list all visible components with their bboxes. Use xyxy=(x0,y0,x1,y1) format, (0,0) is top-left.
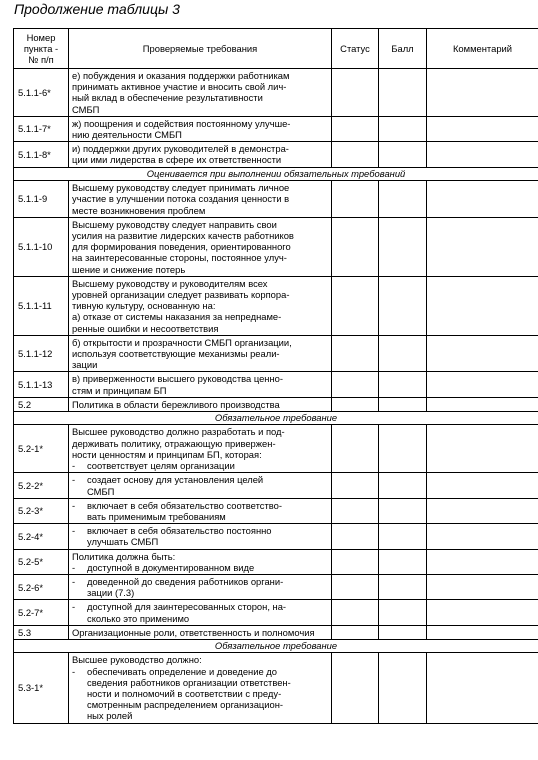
table-row xyxy=(14,498,538,523)
score-cell xyxy=(379,653,427,723)
item-number: 5.1.1-8* xyxy=(14,142,69,167)
table-row xyxy=(14,372,538,397)
requirement-line: тивную культуру, основанную на: xyxy=(72,300,216,312)
subheading-row xyxy=(14,411,538,425)
item-number: 5.3-1* xyxy=(14,653,69,723)
section-number: 5.2 xyxy=(14,397,69,411)
subheading-text: Обязательное требование xyxy=(14,639,538,653)
item-number: 5.1.1-12 xyxy=(14,335,69,372)
requirement-line: доведенной до сведения работников органи- xyxy=(87,575,284,587)
requirement-line: включает в себя обязательство постоянно xyxy=(87,525,272,537)
requirement-line: Высшему руководству следует принимать личное xyxy=(72,182,290,194)
comment-cell xyxy=(427,181,538,218)
requirement-text xyxy=(69,276,332,335)
header-requirements: Проверяемые требования xyxy=(69,29,332,69)
requirements-table xyxy=(13,28,538,724)
score-cell xyxy=(379,473,427,498)
status-cell xyxy=(332,425,379,473)
item-number: 5.1.1-10 xyxy=(14,217,69,276)
comment-cell xyxy=(427,473,538,498)
bullet-text xyxy=(87,666,328,722)
score-cell xyxy=(379,69,427,117)
requirement-text xyxy=(69,498,332,523)
requirement-line: участие в улучшении потока создания ценности в xyxy=(72,193,290,205)
bullet-item xyxy=(72,525,328,547)
section-title: Организационные роли, ответственность и полномочия xyxy=(69,625,332,639)
score-cell xyxy=(379,574,427,599)
score-cell xyxy=(379,600,427,625)
score-cell xyxy=(379,217,427,276)
requirement-line: б) открытости и прозрачности СМБП организации, xyxy=(72,336,292,348)
bullet-marker: - xyxy=(72,601,76,613)
table-row xyxy=(14,425,538,473)
requirement-line: усилия на развитие лидерских качеств работников xyxy=(72,229,294,241)
bullet-text xyxy=(87,576,328,598)
requirement-line: зации xyxy=(72,359,98,371)
item-number: 5.1.1-6* xyxy=(14,69,69,117)
table-row xyxy=(14,574,538,599)
status-cell xyxy=(332,116,379,141)
requirement-line: доступной в документированном виде xyxy=(87,561,255,573)
requirement-text xyxy=(69,600,332,625)
requirement-text xyxy=(69,142,332,167)
subheading-text: Оценивается при выполнении обязательных требований xyxy=(14,167,538,181)
requirement-line: сколько это применимо xyxy=(87,612,190,624)
header-number xyxy=(14,29,69,69)
comment-cell xyxy=(427,425,538,473)
header-number-line: Номер xyxy=(26,31,56,43)
comment-cell xyxy=(427,625,538,639)
bullet-item xyxy=(72,562,328,573)
requirement-line: для формирования поведения, ориентированного xyxy=(72,241,291,253)
bullet-text xyxy=(87,601,328,623)
requirement-line: СМБП xyxy=(87,485,115,497)
comment-cell xyxy=(427,116,538,141)
requirement-line: доступной для заинтересованных сторон, на- xyxy=(87,601,287,613)
item-number: 5.1.1-13 xyxy=(14,372,69,397)
item-number: 5.2-1* xyxy=(14,425,69,473)
requirement-line: включает в себя обязательство соответство- xyxy=(87,499,282,511)
bullet-text xyxy=(87,474,328,496)
section-row xyxy=(14,397,538,411)
section-title: Политика в области бережливого производства xyxy=(69,397,332,411)
requirement-line: обеспечивать определение и доведение до xyxy=(87,665,277,677)
requirement-text xyxy=(69,653,332,723)
score-cell xyxy=(379,181,427,218)
header-number-line: № п/п xyxy=(28,54,54,66)
bullet-marker: - xyxy=(72,575,76,587)
bullet-text xyxy=(87,460,328,471)
score-cell xyxy=(379,372,427,397)
score-cell xyxy=(379,276,427,335)
score-cell xyxy=(379,625,427,639)
table-row xyxy=(14,549,538,574)
requirement-line: держивать политику, отражающую привержен- xyxy=(72,437,276,449)
requirement-line: ции ими лидерства в сфере их ответственности xyxy=(72,154,282,166)
requirement-text xyxy=(69,335,332,372)
requirement-line: Политика должна быть: xyxy=(72,550,176,562)
section-row xyxy=(14,625,538,639)
requirement-line: ных ролей xyxy=(87,710,133,722)
comment-cell xyxy=(427,217,538,276)
requirement-line: месте возникновения проблем xyxy=(72,204,206,216)
requirement-line: Высшее руководство должно: xyxy=(72,654,202,666)
table-row xyxy=(14,116,538,141)
score-cell xyxy=(379,335,427,372)
score-cell xyxy=(379,142,427,167)
status-cell xyxy=(332,181,379,218)
requirement-line: ный вклад в обеспечение результативности xyxy=(72,92,263,104)
comment-cell xyxy=(427,549,538,574)
status-cell xyxy=(332,397,379,411)
table-body xyxy=(14,69,538,724)
subheading-row xyxy=(14,167,538,181)
requirement-line: улучшать СМБП xyxy=(87,536,159,548)
status-cell xyxy=(332,69,379,117)
score-cell xyxy=(379,498,427,523)
comment-cell xyxy=(427,653,538,723)
requirement-line: используя соответствующие механизмы реали- xyxy=(72,347,280,359)
requirement-text xyxy=(69,473,332,498)
status-cell xyxy=(332,217,379,276)
item-number: 5.1.1-11 xyxy=(14,276,69,335)
bullet-item xyxy=(72,474,328,496)
requirement-text xyxy=(69,549,332,574)
table-row xyxy=(14,69,538,117)
table-row xyxy=(14,335,538,372)
status-cell xyxy=(332,473,379,498)
item-number: 5.2-4* xyxy=(14,524,69,549)
bullet-marker: - xyxy=(72,474,76,486)
score-cell xyxy=(379,116,427,141)
bullet-item xyxy=(72,460,328,471)
bullet-text xyxy=(87,500,328,522)
bullet-marker: - xyxy=(72,499,76,511)
score-cell xyxy=(379,425,427,473)
requirement-text xyxy=(69,69,332,117)
status-cell xyxy=(332,372,379,397)
item-number: 5.2-2* xyxy=(14,473,69,498)
requirement-line: уровней организации следует развивать корпора- xyxy=(72,288,290,300)
item-number: 5.2-3* xyxy=(14,498,69,523)
requirement-text xyxy=(69,425,332,473)
requirement-line: а) отказе от системы наказания за непреднаме- xyxy=(72,311,282,323)
comment-cell xyxy=(427,574,538,599)
bullet-marker: - xyxy=(72,561,76,573)
requirement-line: Высшее руководство должно разработать и под- xyxy=(72,426,285,438)
bullet-marker: - xyxy=(72,525,76,537)
table-row xyxy=(14,181,538,218)
bullet-item xyxy=(72,576,328,598)
table-row xyxy=(14,217,538,276)
item-number: 5.1.1-7* xyxy=(14,116,69,141)
comment-cell xyxy=(427,372,538,397)
status-cell xyxy=(332,549,379,574)
header-score: Балл xyxy=(379,29,427,69)
requirement-line: смотренным распределением организацион- xyxy=(87,699,284,711)
requirement-text xyxy=(69,524,332,549)
requirement-text xyxy=(69,217,332,276)
section-number: 5.3 xyxy=(14,625,69,639)
requirement-line: СМБП xyxy=(72,103,100,115)
requirement-text xyxy=(69,372,332,397)
status-cell xyxy=(332,653,379,723)
bullet-marker: - xyxy=(72,665,76,677)
score-cell xyxy=(379,524,427,549)
score-cell xyxy=(379,397,427,411)
bullet-text xyxy=(87,562,328,573)
item-number: 5.2-6* xyxy=(14,574,69,599)
comment-cell xyxy=(427,600,538,625)
status-cell xyxy=(332,498,379,523)
status-cell xyxy=(332,142,379,167)
comment-cell xyxy=(427,524,538,549)
requirement-line: нию деятельности СМБП xyxy=(72,129,182,141)
status-cell xyxy=(332,335,379,372)
item-number: 5.1.1-9 xyxy=(14,181,69,218)
requirement-text xyxy=(69,574,332,599)
requirement-text xyxy=(69,116,332,141)
table-row xyxy=(14,276,538,335)
comment-cell xyxy=(427,276,538,335)
status-cell xyxy=(332,625,379,639)
item-number: 5.2-7* xyxy=(14,600,69,625)
requirement-text xyxy=(69,181,332,218)
bullet-item xyxy=(72,666,328,722)
header-number-line: пункта - xyxy=(23,42,59,54)
status-cell xyxy=(332,276,379,335)
requirement-line: Высшему руководству и руководителям всех xyxy=(72,277,268,289)
subheading-text: Обязательное требование xyxy=(14,411,538,425)
table-row xyxy=(14,653,538,723)
status-cell xyxy=(332,524,379,549)
requirement-line: ности ценностям и принципам БП, которая: xyxy=(72,448,262,460)
table-row xyxy=(14,524,538,549)
subheading-row xyxy=(14,639,538,653)
status-cell xyxy=(332,600,379,625)
requirement-line: и) поддержки других руководителей в демонстра- xyxy=(72,143,289,155)
comment-cell xyxy=(427,142,538,167)
requirement-line: Высшему руководству следует направить свои xyxy=(72,218,277,230)
comment-cell xyxy=(427,397,538,411)
table-caption: Продолжение таблицы 3 xyxy=(14,1,180,17)
requirement-line: стям и принципам БП xyxy=(72,384,167,396)
requirement-line: ренные ошибки и несоответствия xyxy=(72,322,219,334)
item-number: 5.2-5* xyxy=(14,549,69,574)
table-row xyxy=(14,473,538,498)
requirement-line: соответствует целям организации xyxy=(87,460,235,472)
requirement-line: ж) поощрения и содействия постоянному улучше- xyxy=(72,117,291,129)
bullet-text xyxy=(87,525,328,547)
bullet-marker: - xyxy=(72,460,76,472)
bullet-item xyxy=(72,601,328,623)
header-row xyxy=(14,29,538,69)
comment-cell xyxy=(427,335,538,372)
requirement-line: зации (7.3) xyxy=(87,587,135,599)
score-cell xyxy=(379,549,427,574)
header-status: Статус xyxy=(332,29,379,69)
requirement-line: принимать активное участие и вносить свой лич- xyxy=(72,81,287,93)
status-cell xyxy=(332,574,379,599)
table-row xyxy=(14,600,538,625)
requirement-line: сведения работников организации ответствен- xyxy=(87,676,291,688)
comment-cell xyxy=(427,69,538,117)
requirement-line: на заинтересованные стороны, постоянное улуч- xyxy=(72,252,287,264)
requirement-line: шение и снижение потерь xyxy=(72,263,186,275)
requirement-line: е) побуждения и оказания поддержки работникам xyxy=(72,70,290,81)
requirement-line: создает основу для установления целей xyxy=(87,474,264,486)
table-row xyxy=(14,142,538,167)
comment-cell xyxy=(427,498,538,523)
requirement-line: вать применимым требованиям xyxy=(87,510,226,522)
header-comment: Комментарий xyxy=(427,29,538,69)
bullet-item xyxy=(72,500,328,522)
requirement-line: в) приверженности высшего руководства ценно- xyxy=(72,373,284,385)
requirement-line: ности и полномочий в соответствии с преду- xyxy=(87,688,282,700)
